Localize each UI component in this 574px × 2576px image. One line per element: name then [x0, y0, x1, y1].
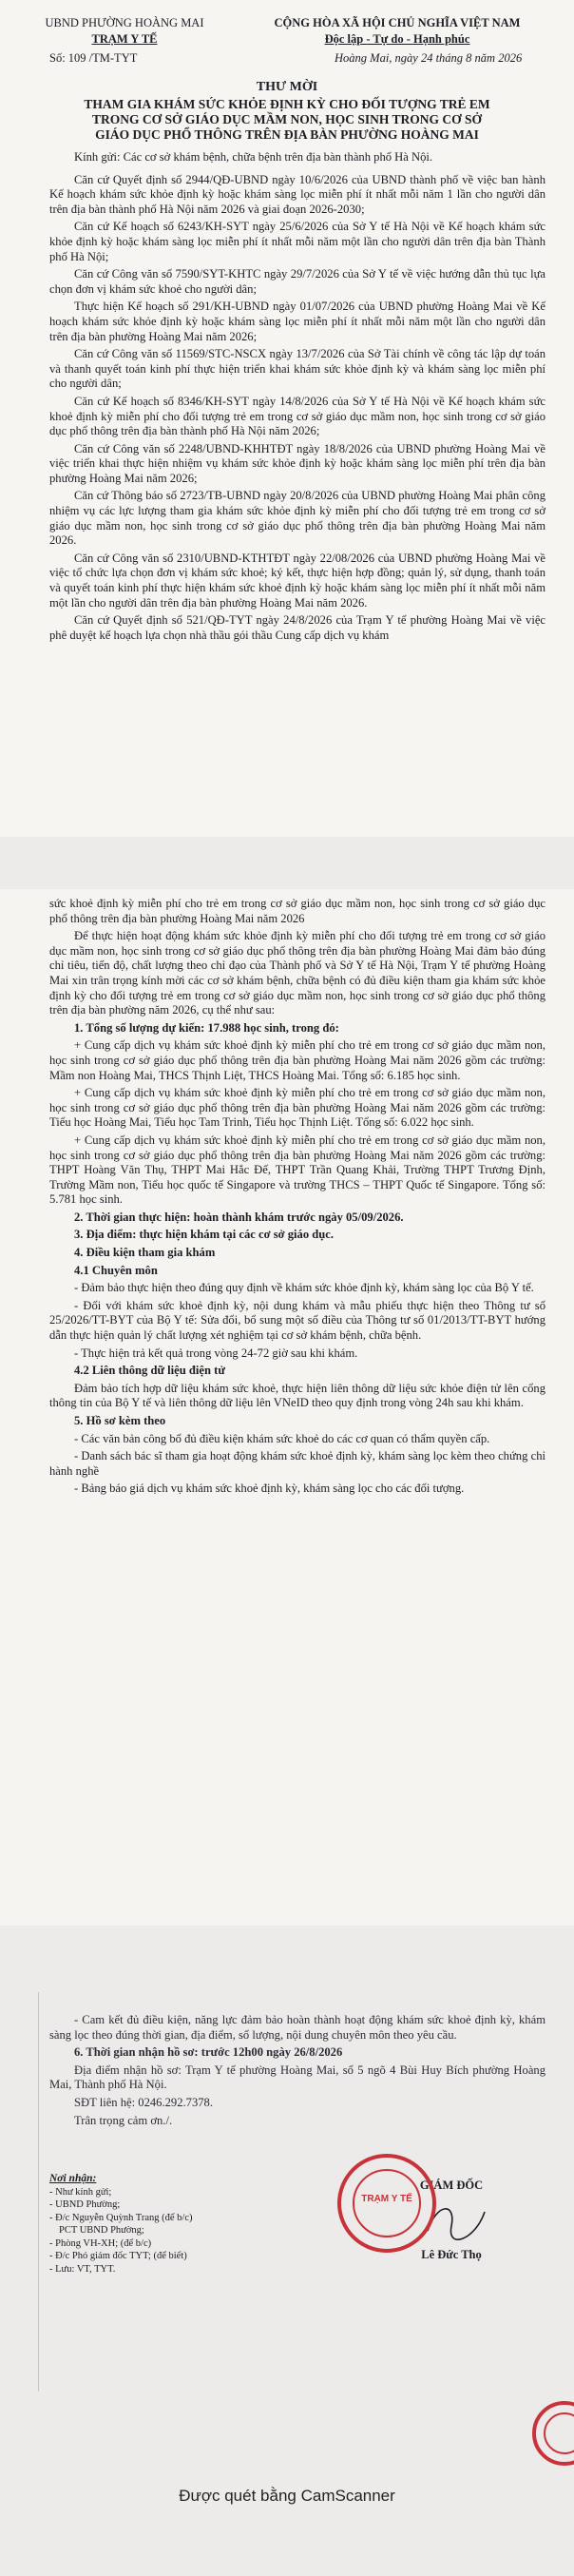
page-1-body — [49, 150, 545, 646]
section-4-1-item: - Thực hiện trả kết quả trong vòng 24-72 giờ sau khi khám. — [74, 1346, 358, 1360]
recipient-item: - Như kính gửi; — [49, 2186, 112, 2198]
basis-paragraph: Căn cứ Quyết định số 2944/QĐ-UBND ngày 10/6/2026 của UBND thành phố về việc ban hành Kế hoạch khám sức khỏe định kỳ hoặc khám sàng lọc miễn phí ít nhất mỗi năm 1 lần cho người dân trên địa bàn thành phố Hà Nội năm 2026 và giai đoạn 2026-2030; — [49, 172, 545, 216]
page-2 — [0, 889, 574, 1926]
section-4-2-heading: 4.2 Liên thông dữ liệu điện tử — [74, 1364, 225, 1378]
recipient-item: - Lưu: VT, TYT. — [49, 2263, 116, 2275]
page-seal-partial — [532, 2401, 574, 2466]
section-6-heading: 6. Thời gian nhận hồ sơ: trước 12h00 ngày 26/8/2026 — [74, 2045, 343, 2060]
recipient-item: PCT UBND Phường; — [59, 2225, 144, 2236]
commitment-item: - Cam kết đủ điều kiện, năng lực đảm bảo hoàn thành hoạt động khám sức khoẻ định kỳ, khám sàng lọc theo đúng thời gian, địa điểm, số lượng, nội dung chuyên môn theo yêu cầu. — [49, 2013, 545, 2042]
contact-phone: SĐT liên hệ: 0246.292.7378. — [74, 2095, 213, 2109]
greeting: Kính gửi: Các cơ sở khám bệnh, chữa bệnh trên địa bàn thành phố Hà Nội. — [74, 150, 433, 164]
org-line-1: UBND PHƯỜNG HOÀNG MAI — [45, 16, 204, 29]
section-5-item: - Danh sách bác sĩ tham gia hoạt động khám sức khoẻ định kỳ, khám sàng lọc kèm theo chứng chỉ hành nghề — [49, 1449, 545, 1478]
motto: Độc lập - Tự do - Hạnh phúc — [324, 32, 470, 46]
basis-paragraph: Căn cứ Công văn số 7590/SYT-KHTC ngày 29/7/2026 của Sở Y tế về việc hướng dẫn thủ tục lựa chọn đơn vị khám sức khoẻ cho người dân; — [49, 267, 545, 296]
thanks: Trân trọng cảm ơn./. — [74, 2113, 173, 2127]
recipient-item: - Phòng VH-XH; (để b/c) — [49, 2237, 152, 2249]
basis-paragraph: Căn cứ Kế hoạch số 6243/KH-SYT ngày 25/6/2026 của Sở Y tế Hà Nội về Kế hoạch khám sức khỏe định kỳ hoặc khám sàng lọc miễn phí ít nhất mỗi năm một lần cho người dân trên địa bàn Thành phố Hà Nội; — [49, 220, 545, 263]
section-5-item: - Bảng báo giá dịch vụ khám sức khoẻ định kỳ, khám sàng lọc cho các đối tượng. — [74, 1482, 465, 1496]
sign-title: GIÁM ĐỐC — [419, 2179, 484, 2192]
section-4-heading: 4. Điều kiện tham gia khám — [74, 1246, 216, 1260]
section-5-heading: 5. Hồ sơ kèm theo — [74, 1414, 166, 1427]
document-number: Số: 109 /TM-TYT — [49, 51, 138, 65]
document-kind: THƯ MỜI — [256, 80, 318, 94]
page-3 — [0, 1992, 574, 2576]
recipient-item: - Đ/c Phó giám đốc TYT; (để biết) — [49, 2251, 187, 2261]
basis-paragraph: Căn cứ Kế hoạch số 8346/KH-SYT ngày 14/8/2026 của Sở Y tế Hà Nội về Kế hoạch khám sức khoẻ định kỳ miễn phí cho đối tượng trẻ em trong cơ sở giáo dục mầm non, học sinh trong cơ sở giáo dục phổ thông trên địa bàn thành phố Hà Nội năm 2026; — [49, 394, 545, 438]
seal-text: TRẠM Y TẾ — [361, 2194, 412, 2204]
national-header — [236, 15, 559, 48]
basis-paragraph: Căn cứ Công văn số 2248/UBND-KHHTĐT ngày 18/8/2026 của UBND phường Hoàng Mai về việc triển khai thực hiện nhiệm vụ khám sức khỏe định kỳ hoặc khám sàng lọc miễn phí trên địa bàn phường Hoàng Mai năm 2026; — [49, 441, 545, 485]
signer-name: Lê Đức Thọ — [421, 2248, 482, 2261]
basis-paragraph: Thực hiện Kế hoạch số 291/KH-UBND ngày 01/07/2026 của UBND phường Hoàng Mai về Kế hoạch khám sức khỏe định kỳ hoặc khám sàng lọc miễn phí ít nhất mỗi năm một lần cho người dân trên địa bàn phường Hoàng Mai năm 2026; — [49, 300, 545, 343]
section-2-heading: 2. Thời gian thực hiện: hoàn thành khám trước ngày 05/09/2026. — [74, 1210, 404, 1224]
section-1-heading: 1. Tổng số lượng dự kiến: 17.988 học sinh, trong đó: — [74, 1020, 339, 1035]
section-4-1-item: - Đối với khám sức khoẻ định kỳ, nội dung khám và mẫu phiếu thực hiện theo Thông tư số 25/2026/TT-BYT của Bộ Y tế: Sửa đổi, bổ sung một số điều của Thông tư số 01/2013/TT-BYT hướng dẫn thực hiện quản lý chất lượng xét nghiệm tại cơ sở khám bệnh, chữa bệnh. — [49, 1298, 545, 1343]
title-line-1: THAM GIA KHÁM SỨC KHỎE ĐỊNH KỲ CHO ĐỐI TƯỢNG TRẺ EM — [84, 97, 490, 111]
section-1-item-c: + Cung cấp dịch vụ khám sức khoẻ định kỳ miễn phí cho trẻ em trong cơ sở giáo dục mầm non, học sinh trong cơ sở giáo dục phổ thông trên địa bàn phường Hoàng Mai năm 2026 gồm các trường: THPT Hoàng Văn Thụ, THPT Mai Hắc Đế, THPT Trần Quang Khải, Trường THPT Trương Định, Trường Mầm non, Tiểu học quốc tế Singapore và trường THCS – THPT Quốc tế Singapore. Tổng số: 5.781 học sinh. — [49, 1133, 545, 1207]
title-line-3: GIÁO DỤC PHỔ THÔNG TRÊN ĐỊA BÀN PHƯỜNG HOÀNG MAI — [95, 127, 479, 142]
basis-paragraph: Căn cứ Công văn số 11569/STC-NSCX ngày 13/7/2026 của Sở Tài chính về công tác lập dự toán và thanh quyết toán kinh phí thực hiện triển khai khám sức khỏe định kỳ và khám sàng lọc miễn phí cho người dân; — [49, 347, 545, 391]
section-4-2-item: Đảm bảo tích hợp dữ liệu khám sức khoẻ, thực hiện liên thông dữ liệu sức khỏe điện tử lên cổng thông tin của Bộ Y tế và liên thông dữ liệu lên VNeID theo quy định trong vòng 24h sau khi khám. — [49, 1381, 545, 1410]
page-1 — [0, 0, 574, 837]
basis-paragraph: Căn cứ Công văn số 2310/UBND-KTHTĐT ngày 22/08/2026 của UBND phường Hoàng Mai về việc tổ chức lựa chọn đơn vị khám sức khoẻ; ký kết, thực hiện hợp đồng; quản lý, sử dụng, thanh toán và quyết toán kinh phí thực hiện khám sức khoẻ định kỳ hoặc khám sàng lọc miễn phí ít nhất mỗi năm một lần cho người dân trên địa bàn phường Hoàng Mai năm 2026. — [49, 551, 545, 610]
main-paragraph: Để thực hiện hoạt động khám sức khỏe định kỳ miễn phí cho đối tượng trẻ em trong cơ sở giáo dục mầm non, học sinh trong cơ sở giáo dục phổ thông trên địa bàn phường Hoàng Mai đảm bảo đúng chỉ tiêu, tiến độ, chất lượng theo chỉ đạo của Thành phố và Sở Y tế Hà Nội, Trạm Y tế phường Hoàng Mai xin trân trọng kính mời các cơ sở khám bệnh, chữa bệnh có đủ điều kiện tham gia khám sức khỏe định kỳ cho đối tượng trẻ em trong cơ sở giáo dục mầm non, học sinh trong cơ sở giáo dục phổ thông trên địa bàn phường năm 2026, cụ thể như sau: — [49, 929, 545, 1017]
title-line-2: TRONG CƠ SỞ GIÁO DỤC MẦM NON, HỌC SINH TRONG CƠ SỞ — [91, 112, 483, 126]
section-3-heading: 3. Địa điểm: thực hiện khám tại các cơ sở giáo dục. — [74, 1228, 335, 1242]
page-3-body — [49, 2013, 545, 2131]
org-line-2: TRẠM Y TẾ — [91, 32, 158, 46]
basis-paragraph: Căn cứ Quyết định số 521/QĐ-TYT ngày 24/8/2026 của Trạm Y tế phường Hoàng Mai về việc phê duyệt kế hoạch lựa chọn nhà thầu gói thầu Cung cấp dịch vụ khám — [49, 613, 545, 642]
issuing-organization — [25, 15, 224, 48]
section-4-1-heading: 4.1 Chuyên môn — [74, 1263, 158, 1277]
section-1-item-a: + Cung cấp dịch vụ khám sức khoẻ định kỳ miễn phí cho trẻ em trong cơ sở giáo dục mầm non, học sinh trong cơ sở giáo dục phổ thông trên địa bàn phường Hoàng Mai năm 2026 gồm các trường: Mầm non Hoàng Mai, THCS Thịnh Liệt, THCS Hoàng Mai. Tổng số: 6.185 học sinh. — [49, 1038, 545, 1082]
recipients-title: Nơi nhận: — [49, 2173, 97, 2184]
place-date: Hoàng Mai, ngày 24 tháng 8 năm 2026 — [335, 51, 523, 65]
section-1-item-b: + Cung cấp dịch vụ khám sức khoẻ định kỳ miễn phí cho trẻ em trong cơ sở giáo dục mầm non, học sinh trong cơ sở giáo dục phổ thông trên địa bàn phường Hoàng Mai năm 2026 gồm các trường: Tiểu học Hoàng Mai, Tiểu học Tam Trinh, Tiểu học Thịnh Liệt. Tổng số: 6.022 học sinh. — [49, 1086, 545, 1130]
intro-continuation: sức khoẻ định kỳ miễn phí cho trẻ em trong cơ sở giáo dục mầm non, học sinh trong cơ sở giáo dục phổ thông trên địa bàn phường Hoàng Mai năm 2026 — [49, 897, 545, 925]
submission-address: Địa điểm nhận hồ sơ: Trạm Y tế phường Hoàng Mai, số 5 ngõ 4 Bùi Huy Bích phường Hoàng Mai, Thành phố Hà Nội. — [49, 2063, 545, 2092]
section-5-item: - Các văn bản công bố đủ điều kiện khám sức khoẻ do các cơ quan có thẩm quyền cấp. — [74, 1431, 490, 1445]
recipient-item: - Đ/c Nguyễn Quỳnh Trang (để b/c) — [49, 2212, 193, 2223]
scanner-footer: Được quét bằng CamScanner — [179, 2487, 395, 2505]
section-4-1-item: - Đảm bảo thực hiện theo đúng quy định về khám sức khỏe định kỳ, khám sàng lọc của Bộ Y tế. — [74, 1281, 534, 1295]
recipients — [49, 2173, 268, 2276]
nation-name: CỘNG HÒA XÃ HỘI CHỦ NGHĨA VIỆT NAM — [274, 16, 521, 29]
page-2-body — [49, 897, 545, 1500]
page-edge-line — [38, 1992, 39, 2392]
official-seal — [337, 2154, 436, 2253]
basis-paragraph: Căn cứ Thông báo số 2723/TB-UBND ngày 20/8/2026 của UBND phường Hoàng Mai phân công nhiệm vụ các lực lượng tham gia khám sức khỏe định kỳ miễn phí cho đối tượng trẻ em trong cơ sở giáo dục mầm non, học sinh trong cơ sở giáo dục phổ thông trên địa bàn phường Hoàng Mai năm 2026. — [49, 489, 545, 548]
recipient-item: - UBND Phường; — [49, 2199, 121, 2210]
